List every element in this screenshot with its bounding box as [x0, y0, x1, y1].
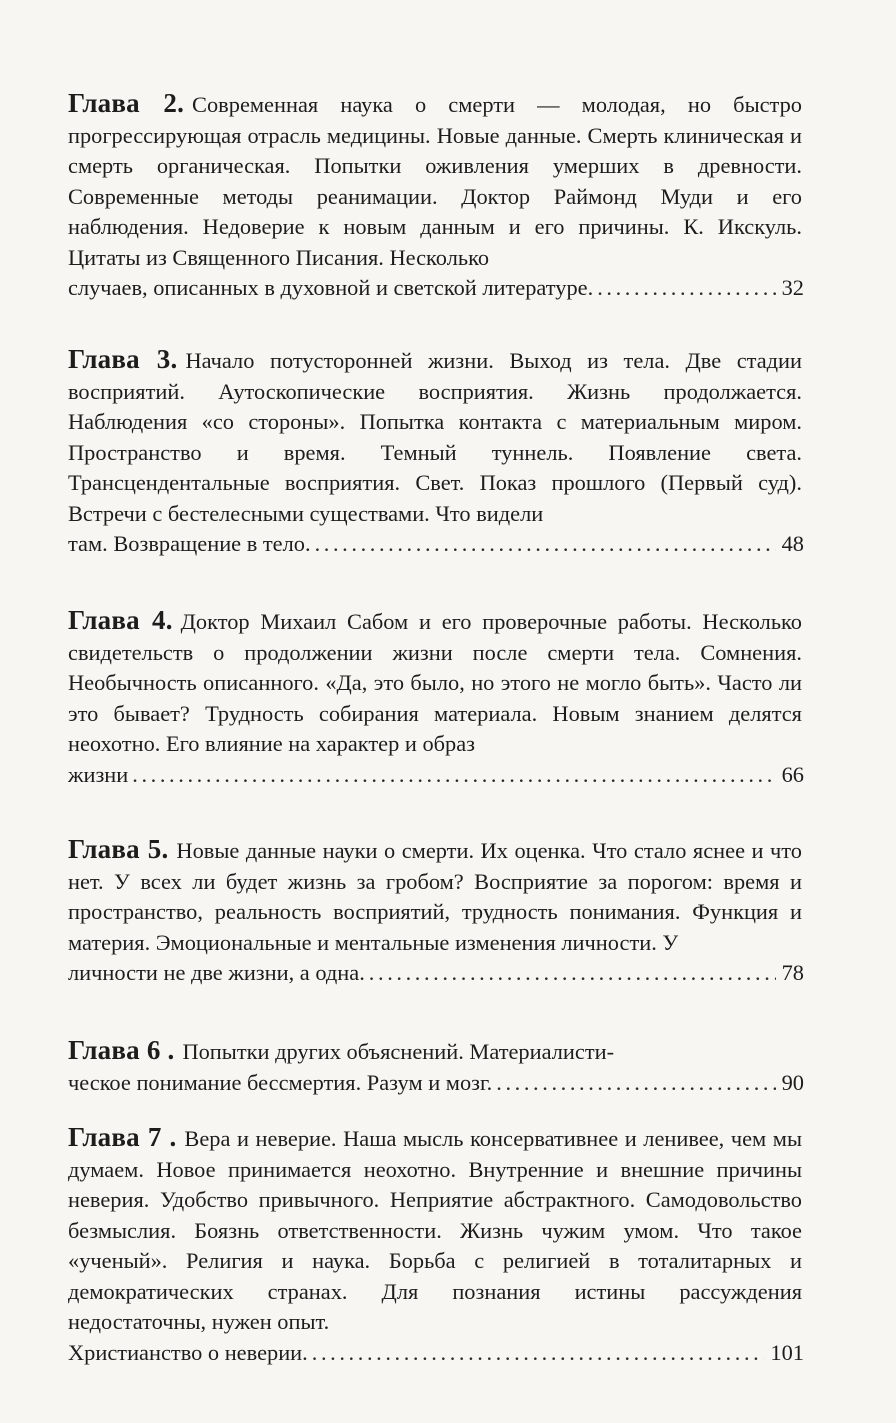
page-number[interactable]: 66	[781, 761, 804, 787]
chapter-heading: Глава 4.	[68, 605, 173, 635]
toc-leader-line	[68, 760, 804, 791]
chapter-description: Глава 2. Современная наука о смерти — молодая, но быстро прогрессирующая отрасль медицины. Новые данные. Смерть клиническая и смерть органическая. Попытки оживления умерших в древности. Современные методы реанимации. Доктор Раймонд Муди и его наблюдения. Недоверие к новым данным и его причины. К. Икскуль. Цитаты из Священного Писания. Несколько	[68, 88, 803, 270]
chapter-description-end: ческое понимание бессмертия. Разум и мозг.	[68, 1069, 493, 1095]
chapter-heading: Глава 5.	[68, 834, 169, 864]
page-number[interactable]: 32	[781, 275, 804, 300]
dot-leader	[312, 1338, 765, 1369]
toc-entry-chapter-6	[68, 1035, 804, 1098]
chapter-description: Глава 3. Начало потусторонней жизни. Выход из тела. Две стадии восприятий. Аутоскопические восприятия. Жизнь продолжается. Наблюдения «со стороны». Попытка контакта с материальным миром. Пространство и время. Темный туннель. Появление света. Трансцендентальные восприятия. Свет. Показ прошлого (Первый суд). Встречи с бестелесными существами. Что видели	[68, 344, 803, 526]
chapter-description-end: там. Возвращение в тело.	[68, 531, 311, 556]
toc-leader-line	[68, 273, 804, 304]
page-number[interactable]: 101	[770, 1339, 804, 1365]
chapter-description-end: личности не две жизни, а одна.	[68, 960, 365, 985]
chapter-description-end: жизни	[68, 761, 129, 787]
chapter-description: Глава 5. Новые данные науки о смерти. Их оценка. Что стало яснее и что нет. У всех ли будет жизнь за гробом? Восприятие за порогом: время и пространство, реальность восприятий, трудность понимания. Функция и материя. Эмоциональные и ментальные изменения личности. У	[68, 834, 802, 955]
chapter-heading: Глава 7 .	[68, 1122, 177, 1152]
dot-leader	[369, 958, 776, 989]
chapter-description: Глава 4. Доктор Михаил Сабом и его проверочные работы. Несколько свидетельств о продолжении жизни после смерти тела. Сомнения. Необычность описанного. «Да, это было, но этого не могло быть». Часто ли это бывает? Трудность собирания материала. Новым знанием делятся неохотно. Его влияние на характер и образ	[68, 605, 802, 756]
toc-leader-line	[68, 958, 804, 989]
page-number[interactable]: 78	[781, 960, 804, 985]
chapter-heading: Глава 3.	[68, 344, 178, 374]
chapter-description-end: случаев, описанных в духовной и светской литературе.	[68, 275, 594, 300]
dot-leader	[496, 1068, 775, 1099]
dot-leader	[315, 529, 776, 560]
toc-entry-chapter-3	[68, 344, 804, 560]
dot-leader	[132, 760, 775, 791]
toc-entry-chapter-7	[68, 1122, 804, 1368]
toc-leader-line	[68, 1068, 804, 1099]
chapter-description-end: Христианство о неверии.	[68, 1339, 308, 1365]
chapter-description: Глава 7 . Вера и неверие. Наша мысль консервативнее и ленивее, чем мы думаем. Новое принимается неохотно. Внутренние и внешние причины неверия. Удобство привычного. Неприятие абстрактного. Самодовольство безмыслия. Боязнь ответственности. Жизнь чужим умом. Что такое «ученый». Религия и наука. Борьба с религией в тоталитарных и демократических странах. Для познания истины рассуждения недостаточны, нужен опыт.	[68, 1122, 803, 1334]
toc-entry-chapter-5	[68, 834, 804, 989]
page-number[interactable]: 48	[781, 531, 804, 556]
dot-leader	[597, 273, 775, 304]
chapter-heading: Глава 2.	[68, 88, 185, 118]
page-number[interactable]: 90	[781, 1069, 804, 1095]
chapter-description: Глава 6 . Попытки других объяснений. Материалисти-	[68, 1035, 615, 1065]
toc-leader-line	[68, 529, 804, 560]
toc-entry-chapter-2	[68, 88, 804, 304]
toc-entry-chapter-4	[68, 605, 804, 790]
toc-leader-line	[68, 1338, 804, 1369]
chapter-heading: Глава 6 .	[68, 1035, 175, 1065]
